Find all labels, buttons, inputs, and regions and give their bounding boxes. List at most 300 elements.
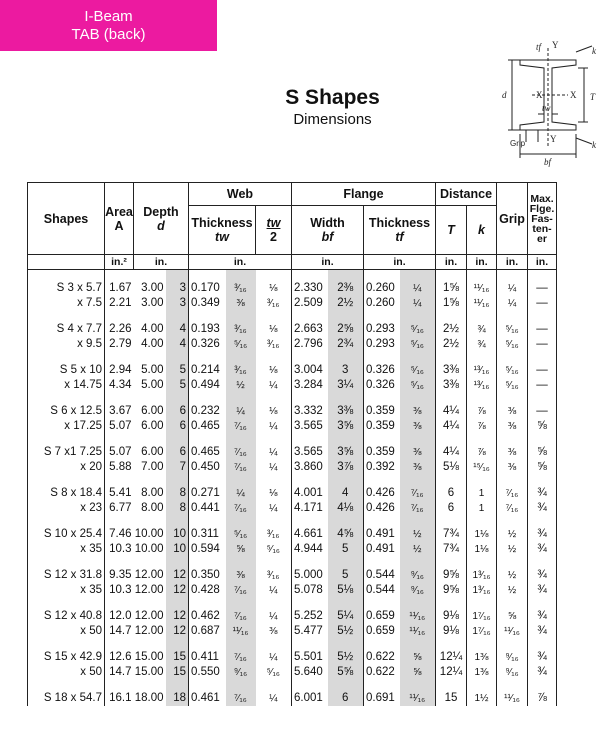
cell-area: 5.88 — [109, 461, 132, 473]
cell-flange-width: 5.477 — [294, 625, 323, 637]
cell-area: 14.7 — [109, 666, 132, 678]
cell-tw-half: ³⁄₁₆ — [256, 296, 292, 311]
cell-flange-width: 3.565 — [294, 420, 323, 432]
cell-grip: ⅜ — [497, 404, 528, 419]
cell-grip: ⁵⁄₁₆ — [497, 363, 528, 378]
cell-tw-half: ⅛ — [256, 486, 292, 501]
cell-fastener: ¾ — [528, 665, 557, 680]
cell-depth: 5.00 — [141, 364, 164, 376]
table-row — [28, 583, 557, 598]
cell-flange-thickness: 0.359 — [366, 420, 395, 432]
cell-flange-width: 4.171 — [294, 502, 323, 514]
cell-web-thickness: 0.193 — [191, 323, 220, 335]
cell-tw-half: ¼ — [256, 445, 292, 460]
cell-k: 1³⁄₁₆ — [467, 568, 497, 583]
cell-tw-half: ⅛ — [256, 281, 292, 296]
cell-flange-thickness-frac: ⁵⁄₁₆ — [400, 337, 436, 352]
cell-k: ¹³⁄₁₆ — [467, 378, 497, 393]
unit-fastener: in. — [528, 255, 557, 270]
cell-fastener: ¾ — [528, 609, 557, 624]
table-row — [28, 568, 557, 583]
row-spacer — [28, 475, 557, 486]
table-row — [28, 404, 557, 419]
cell-k: ¾ — [467, 322, 497, 337]
cell-grip: ¹¹⁄₁₆ — [497, 691, 528, 706]
cell-shape: x 20 — [28, 460, 105, 475]
cell-k: ¹³⁄₁₆ — [467, 363, 497, 378]
cell-grip: ⅝ — [497, 609, 528, 624]
cell-web-thickness: 0.232 — [191, 405, 220, 417]
unit-thickness: in. — [364, 255, 436, 270]
cell-tw-half: ⅛ — [256, 322, 292, 337]
cell-flange-thickness: 0.392 — [366, 461, 395, 473]
table-row — [28, 460, 557, 475]
cell-web-thickness-frac: ¼ — [226, 486, 256, 501]
cell-web-thickness-frac: ⁷⁄₁₆ — [226, 583, 256, 598]
cell-web-thickness: 0.349 — [191, 297, 220, 309]
cell-fastener: — — [528, 363, 557, 378]
cell-web-thickness: 0.550 — [191, 666, 220, 678]
cell-tw-half: ³⁄₁₆ — [256, 337, 292, 352]
cell-web-thickness: 0.326 — [191, 338, 220, 350]
cell-flange-width-frac: 5⅛ — [328, 583, 364, 598]
cell-grip: ⅜ — [497, 460, 528, 475]
table-row — [28, 445, 557, 460]
cell-flange-width: 3.332 — [294, 405, 323, 417]
cell-area: 9.35 — [109, 569, 132, 581]
cell-depth: 3.00 — [141, 297, 164, 309]
cell-depth: 6.00 — [141, 405, 164, 417]
cell-area: 3.67 — [109, 405, 132, 417]
cell-depth-frac: 12 — [166, 624, 189, 639]
cell-web-thickness-frac: ⁵⁄₁₆ — [226, 527, 256, 542]
cell-t: 2½ — [436, 322, 467, 337]
cell-flange-thickness-frac: ⁵⁄₁₆ — [400, 322, 436, 337]
cell-depth: 12.00 — [134, 625, 164, 637]
cell-depth-frac: 5 — [166, 363, 189, 378]
cell-flange-width-frac: 4 — [328, 486, 364, 501]
cell-shape: x 7.5 — [28, 296, 105, 311]
cell-fastener: ¾ — [528, 624, 557, 639]
cell-flange-width: 4.661 — [294, 528, 323, 540]
cell-shape: S 8 x 18.4 — [28, 486, 105, 501]
cell-fastener: ¾ — [528, 568, 557, 583]
cell-web-thickness-frac: ³⁄₁₆ — [226, 322, 256, 337]
cell-flange-width-frac: 3⅞ — [328, 460, 364, 475]
cell-area: 5.41 — [109, 487, 132, 499]
cell-area: 2.21 — [109, 297, 132, 309]
cell-t: 1⅝ — [436, 281, 467, 296]
cell-flange-width: 5.501 — [294, 651, 323, 663]
cell-fastener: — — [528, 322, 557, 337]
cell-web-thickness-frac: ¼ — [226, 404, 256, 419]
cell-shape: S 5 x 10 — [28, 363, 105, 378]
cell-depth: 3.00 — [141, 282, 164, 294]
unit-shapes — [28, 255, 105, 270]
cell-web-thickness-frac: ⁷⁄₁₆ — [226, 419, 256, 434]
cell-tw-half: ¼ — [256, 691, 292, 706]
row-spacer — [28, 270, 557, 282]
cell-web-thickness-frac: ⅝ — [226, 542, 256, 557]
cell-fastener: ¾ — [528, 527, 557, 542]
cell-flange-width-frac: 5 — [328, 568, 364, 583]
cell-flange-width-frac: 3⅜ — [328, 404, 364, 419]
row-spacer — [28, 680, 557, 691]
cell-shape: S 3 x 5.7 — [28, 281, 105, 296]
row-spacer — [28, 393, 557, 404]
cell-flange-width: 3.565 — [294, 446, 323, 458]
header-distance: Distance — [436, 183, 497, 206]
cell-grip: ⁹⁄₁₆ — [497, 665, 528, 680]
header-grip: Grip — [497, 183, 528, 255]
cell-depth: 18.00 — [134, 692, 164, 704]
unit-grip: in. — [497, 255, 528, 270]
unit-depth: in. — [134, 255, 189, 270]
cell-tw-half: ¼ — [256, 609, 292, 624]
label-k-top: k — [592, 46, 596, 56]
cell-depth-frac: 4 — [166, 322, 189, 337]
cell-tw-half: ⅛ — [256, 404, 292, 419]
cell-web-thickness: 0.170 — [191, 282, 220, 294]
cell-t: 7¾ — [436, 542, 467, 557]
tab-line-1: I-Beam — [84, 7, 133, 25]
cell-flange-thickness-frac: ⁹⁄₁₆ — [400, 583, 436, 598]
header-shapes: Shapes — [28, 183, 105, 255]
cell-tw-half: ⁵⁄₁₆ — [256, 665, 292, 680]
cell-flange-thickness-frac: ⁷⁄₁₆ — [400, 501, 436, 516]
cell-flange-thickness: 0.260 — [366, 297, 395, 309]
cell-fastener: ¾ — [528, 501, 557, 516]
cell-t: 4¼ — [436, 404, 467, 419]
cell-t: 3⅜ — [436, 363, 467, 378]
cell-flange-width-frac: 5⅝ — [328, 665, 364, 680]
table-row — [28, 378, 557, 393]
cell-area: 4.34 — [109, 379, 132, 391]
cell-depth-frac: 12 — [166, 568, 189, 583]
cell-flange-thickness: 0.491 — [366, 528, 395, 540]
cell-t: 6 — [436, 501, 467, 516]
cell-web-thickness: 0.494 — [191, 379, 220, 391]
cell-k: ⅞ — [467, 419, 497, 434]
cell-web-thickness: 0.214 — [191, 364, 220, 376]
cell-flange-width-frac: 5¼ — [328, 609, 364, 624]
cell-grip: ⁵⁄₁₆ — [497, 337, 528, 352]
table-row — [28, 665, 557, 680]
label-y-bottom: Y — [550, 134, 557, 144]
cell-depth: 4.00 — [141, 323, 164, 335]
cell-shape: S 10 x 25.4 — [28, 527, 105, 542]
cell-web-thickness-frac: ⁹⁄₁₆ — [226, 665, 256, 680]
cell-k: ¹¹⁄₁₆ — [467, 281, 497, 296]
cell-tw-half: ¼ — [256, 460, 292, 475]
cell-depth: 8.00 — [141, 502, 164, 514]
cell-t: 12¼ — [436, 650, 467, 665]
cell-fastener: ⅞ — [528, 691, 557, 706]
cell-k: ¾ — [467, 337, 497, 352]
cell-tw-half: ¼ — [256, 378, 292, 393]
page-subtitle: Dimensions — [293, 111, 372, 128]
table-row — [28, 322, 557, 337]
cell-fastener: ¾ — [528, 650, 557, 665]
cell-t: 7¾ — [436, 527, 467, 542]
cell-depth: 5.00 — [141, 379, 164, 391]
cell-grip: ½ — [497, 568, 528, 583]
cell-depth-frac: 10 — [166, 527, 189, 542]
cell-depth-frac: 3 — [166, 296, 189, 311]
cell-fastener: — — [528, 378, 557, 393]
table-row — [28, 296, 557, 311]
cell-flange-thickness: 0.622 — [366, 666, 395, 678]
cell-depth-frac: 8 — [166, 501, 189, 516]
row-spacer — [28, 352, 557, 363]
cell-flange-width: 2.330 — [294, 282, 323, 294]
unit-t: in. — [436, 255, 467, 270]
cell-web-thickness: 0.461 — [191, 692, 220, 704]
cell-area: 14.7 — [109, 625, 132, 637]
cell-depth: 15.00 — [134, 651, 164, 663]
cell-flange-thickness: 0.326 — [366, 364, 395, 376]
cell-depth-frac: 15 — [166, 650, 189, 665]
cell-flange-thickness-frac: ½ — [400, 527, 436, 542]
cell-depth-frac: 6 — [166, 419, 189, 434]
cell-shape: x 9.5 — [28, 337, 105, 352]
label-t: T — [590, 92, 596, 102]
cell-tw-half: ³⁄₁₆ — [256, 527, 292, 542]
cell-flange-width-frac: 2¾ — [328, 337, 364, 352]
cell-grip: ½ — [497, 542, 528, 557]
cell-flange-thickness: 0.544 — [366, 569, 395, 581]
cell-flange-thickness: 0.691 — [366, 692, 395, 704]
cell-depth: 7.00 — [141, 461, 164, 473]
cell-flange-thickness-frac: ⅜ — [400, 419, 436, 434]
cell-flange-thickness: 0.293 — [366, 338, 395, 350]
cell-flange-thickness-frac: ⅝ — [400, 665, 436, 680]
cell-web-thickness-frac: ⅜ — [226, 296, 256, 311]
cell-flange-thickness-frac: ¹¹⁄₁₆ — [400, 609, 436, 624]
cell-flange-thickness-frac: ¹¹⁄₁₆ — [400, 691, 436, 706]
cell-web-thickness-frac: ³⁄₁₆ — [226, 363, 256, 378]
cell-grip: ¼ — [497, 296, 528, 311]
table-row — [28, 281, 557, 296]
cell-flange-thickness: 0.491 — [366, 543, 395, 555]
cell-flange-thickness-frac: ¼ — [400, 281, 436, 296]
cell-t: 9⅝ — [436, 583, 467, 598]
cell-web-thickness-frac: ⁷⁄₁₆ — [226, 609, 256, 624]
cell-flange-thickness-frac: ⅜ — [400, 404, 436, 419]
cell-grip: ⁵⁄₁₆ — [497, 322, 528, 337]
cell-web-thickness-frac: ½ — [226, 378, 256, 393]
cell-flange-width: 3.004 — [294, 364, 323, 376]
cell-tw-half: ¼ — [256, 583, 292, 598]
cell-grip: ⁹⁄₁₆ — [497, 650, 528, 665]
tab-line-2: TAB (back) — [71, 25, 146, 43]
cell-web-thickness: 0.441 — [191, 502, 220, 514]
cell-t: 9⅝ — [436, 568, 467, 583]
cell-flange-thickness: 0.426 — [366, 502, 395, 514]
unit-area: in.² — [105, 255, 134, 270]
cell-flange-width: 5.078 — [294, 584, 323, 596]
cell-web-thickness: 0.411 — [191, 651, 219, 663]
cell-fastener: ⅝ — [528, 445, 557, 460]
cell-flange-width-frac: 5½ — [328, 650, 364, 665]
cell-shape: x 14.75 — [28, 378, 105, 393]
cell-depth-frac: 12 — [166, 583, 189, 598]
cell-flange-width: 4.001 — [294, 487, 323, 499]
header-flange: Flange — [292, 183, 436, 206]
cell-web-thickness: 0.428 — [191, 584, 220, 596]
cell-shape: x 35 — [28, 542, 105, 557]
cell-flange-thickness-frac: ¹¹⁄₁₆ — [400, 624, 436, 639]
cell-flange-width: 2.663 — [294, 323, 323, 335]
cell-k: 1⅜ — [467, 665, 497, 680]
cell-shape: x 50 — [28, 665, 105, 680]
table-row — [28, 527, 557, 542]
cell-flange-width: 5.640 — [294, 666, 323, 678]
cell-shape: S 4 x 7.7 — [28, 322, 105, 337]
page-title: S Shapes — [285, 86, 380, 109]
cell-tw-half: ¼ — [256, 419, 292, 434]
cell-flange-thickness-frac: ⁵⁄₁₆ — [400, 378, 436, 393]
cell-depth: 10.00 — [134, 543, 164, 555]
cell-k: 1⅜ — [467, 650, 497, 665]
cell-depth: 12.00 — [134, 610, 164, 622]
cell-fastener: ⅝ — [528, 460, 557, 475]
cell-fastener: — — [528, 281, 557, 296]
cell-flange-thickness: 0.659 — [366, 625, 395, 637]
cell-k: 1⁷⁄₁₆ — [467, 624, 497, 639]
cell-flange-width: 5.252 — [294, 610, 323, 622]
label-d: d — [502, 90, 507, 100]
table-row — [28, 609, 557, 624]
cell-area: 12.6 — [109, 651, 132, 663]
cell-fastener: ¾ — [528, 583, 557, 598]
cell-flange-thickness-frac: ⁵⁄₁₆ — [400, 363, 436, 378]
cell-flange-thickness: 0.359 — [366, 446, 395, 458]
row-spacer — [28, 434, 557, 445]
cell-web-thickness: 0.465 — [191, 446, 220, 458]
cell-flange-width: 3.284 — [294, 379, 323, 391]
cell-shape: S 6 x 12.5 — [28, 404, 105, 419]
cell-area: 2.79 — [109, 338, 132, 350]
cell-t: 4¼ — [436, 419, 467, 434]
cell-web-thickness-frac: ⁷⁄₁₆ — [226, 501, 256, 516]
cell-flange-width-frac: 2½ — [328, 296, 364, 311]
cell-grip: ¼ — [497, 281, 528, 296]
cell-t: 9⅛ — [436, 609, 467, 624]
cell-k: ⅞ — [467, 404, 497, 419]
cell-area: 10.3 — [109, 584, 132, 596]
cell-shape: x 23 — [28, 501, 105, 516]
cell-depth: 6.00 — [141, 446, 164, 458]
cell-flange-width-frac: 4⅝ — [328, 527, 364, 542]
cell-flange-thickness: 0.293 — [366, 323, 395, 335]
cell-flange-width-frac: 3¼ — [328, 378, 364, 393]
table-row — [28, 501, 557, 516]
cell-flange-width: 6.001 — [294, 692, 323, 704]
cell-web-thickness: 0.687 — [191, 625, 220, 637]
cell-depth-frac: 10 — [166, 542, 189, 557]
header-flange-width: Width bf — [292, 206, 364, 255]
cell-area: 10.3 — [109, 543, 132, 555]
cell-flange-thickness-frac: ⁹⁄₁₆ — [400, 568, 436, 583]
cell-flange-width-frac: 5 — [328, 542, 364, 557]
cell-t: 1⅝ — [436, 296, 467, 311]
cell-flange-width: 2.796 — [294, 338, 323, 350]
cell-flange-thickness-frac: ½ — [400, 542, 436, 557]
cell-depth-frac: 15 — [166, 665, 189, 680]
cell-flange-width-frac: 3⅝ — [328, 419, 364, 434]
cell-grip: ¹¹⁄₁₆ — [497, 624, 528, 639]
header-flange-thickness: Thickness tf — [364, 206, 436, 255]
cell-area: 5.07 — [109, 446, 132, 458]
cell-web-thickness: 0.350 — [191, 569, 220, 581]
table-row — [28, 337, 557, 352]
cell-web-thickness: 0.462 — [191, 610, 220, 622]
cell-tw-half: ¼ — [256, 650, 292, 665]
cell-area: 7.46 — [109, 528, 132, 540]
label-y-top: Y — [552, 40, 559, 50]
cell-t: 4¼ — [436, 445, 467, 460]
cell-flange-thickness: 0.260 — [366, 282, 395, 294]
cell-flange-width: 3.860 — [294, 461, 323, 473]
label-k-bottom: k — [592, 140, 596, 150]
cell-depth-frac: 7 — [166, 460, 189, 475]
cell-web-thickness-frac: ⁷⁄₁₆ — [226, 445, 256, 460]
cell-depth: 6.00 — [141, 420, 164, 432]
header-web: Web — [189, 183, 292, 206]
cell-shape: S 12 x 31.8 — [28, 568, 105, 583]
header-k: k — [467, 206, 497, 255]
cell-flange-thickness-frac: ⅜ — [400, 460, 436, 475]
s-shapes-table — [27, 182, 557, 706]
cell-t: 9⅛ — [436, 624, 467, 639]
table-row — [28, 363, 557, 378]
s-shape-diagram — [498, 38, 602, 168]
cell-grip: ½ — [497, 527, 528, 542]
cell-flange-thickness-frac: ¼ — [400, 296, 436, 311]
cell-depth: 15.00 — [134, 666, 164, 678]
label-x-right: X — [570, 90, 577, 100]
cell-flange-thickness: 0.326 — [366, 379, 395, 391]
cell-flange-width-frac: 3 — [328, 363, 364, 378]
cell-tw-half: ³⁄₁₆ — [256, 568, 292, 583]
header-web-thickness: Thickness tw — [189, 206, 256, 255]
cell-web-thickness-frac: ⁷⁄₁₆ — [226, 650, 256, 665]
cell-t: 12¼ — [436, 665, 467, 680]
cell-flange-width: 2.509 — [294, 297, 323, 309]
cell-shape: x 35 — [28, 583, 105, 598]
cell-flange-width-frac: 5½ — [328, 624, 364, 639]
cell-t: 5⅛ — [436, 460, 467, 475]
cell-depth-frac: 5 — [166, 378, 189, 393]
table-row — [28, 624, 557, 639]
cell-web-thickness: 0.465 — [191, 420, 220, 432]
cell-shape: S 12 x 40.8 — [28, 609, 105, 624]
cell-flange-thickness: 0.622 — [366, 651, 395, 663]
header-t: T — [436, 206, 467, 255]
cell-t: 2½ — [436, 337, 467, 352]
cell-depth-frac: 6 — [166, 404, 189, 419]
cell-k: 1⅛ — [467, 527, 497, 542]
cell-flange-width-frac: 4⅛ — [328, 501, 364, 516]
table-row — [28, 419, 557, 434]
cell-shape: S 7 x1 7.25 — [28, 445, 105, 460]
unit-width: in. — [292, 255, 364, 270]
cell-web-thickness: 0.450 — [191, 461, 220, 473]
cell-web-thickness-frac: ³⁄₁₆ — [226, 281, 256, 296]
cell-tw-half: ⁵⁄₁₆ — [256, 542, 292, 557]
cell-shape: x 17.25 — [28, 419, 105, 434]
